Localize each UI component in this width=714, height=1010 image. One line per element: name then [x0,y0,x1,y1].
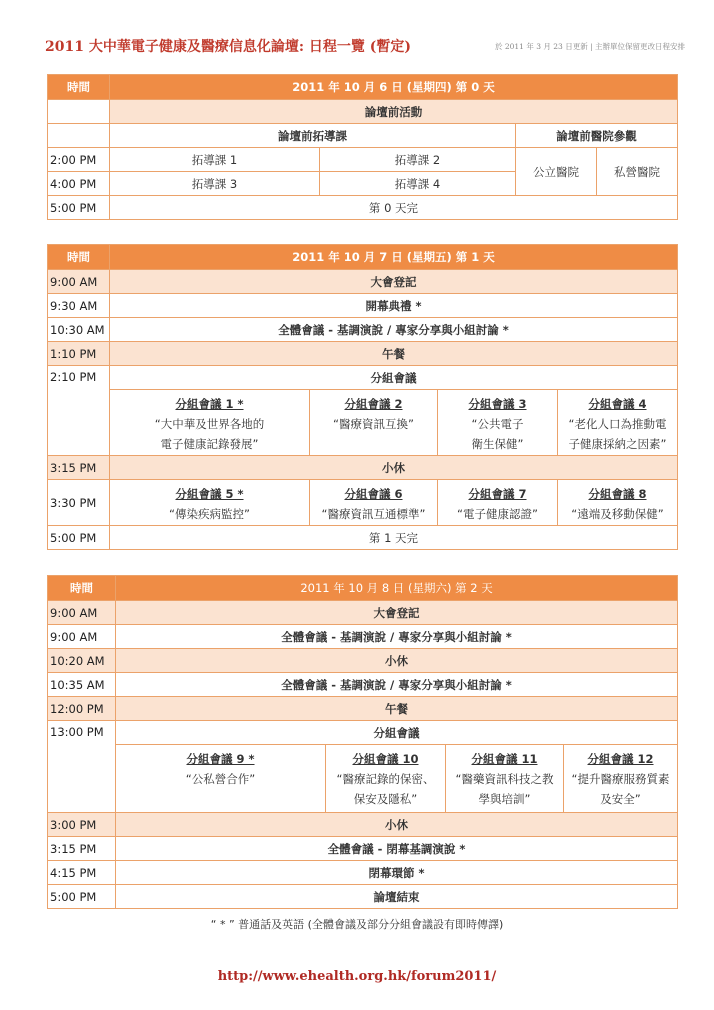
tour-cell: 拓導課 4 [320,172,516,196]
agenda-cell: 小休 [110,456,678,480]
session-topic: “醫藥資訊科技之教 [455,772,554,786]
agenda-cell: 小休 [116,649,678,673]
session-topic: “提升醫療服務質素 [571,772,670,786]
breakout-session [310,480,438,526]
private-hospital-cell: 私營醫院 [597,148,678,196]
table-row [48,885,678,909]
hospital-visit-label: 論壇前醫院參觀 [516,124,678,148]
breakout-session [326,745,446,813]
time-cell: 10:30 AM [48,318,110,342]
tour-label: 論壇前拓導課 [110,124,516,148]
session-title: 分組會議 8 [588,487,647,501]
pre-event-label: 論壇前活動 [110,100,678,124]
agenda-cell: 論壇結束 [116,885,678,909]
update-note: 於 2011 年 3 月 23 日更新 | 主辦單位保留更改日程安排 [494,42,685,51]
breakout-session [110,390,310,456]
session-title: 分組會議 3 [468,397,527,411]
agenda-cell: 全體會議 - 基調演說 / 專家分享與小組討論 * [116,625,678,649]
day1-table [47,244,678,550]
table-row [48,100,678,124]
forum-url-link[interactable]: http://www.ehealth.org.hk/forum2011/ [217,969,497,984]
time-cell: 3:00 PM [48,813,116,837]
day2-title: 2011 年 10 月 8 日 (星期六) 第 2 天 [116,576,678,601]
session-topic: “電子健康認證” [457,507,538,521]
session-topic: “老化人口為推動電 [568,417,667,431]
time-cell: 2:00 PM [48,148,110,172]
session-topic: 保安及隱私” [353,792,418,806]
breakout-session [558,480,678,526]
tour-cell: 拓導課 3 [110,172,320,196]
breakout-session [438,390,558,456]
table-row [48,366,678,390]
time-cell: 9:00 AM [48,270,110,294]
table-row [48,526,678,550]
time-cell: 3:30 PM [48,480,110,526]
session-topic: 子健康採納之因素” [568,437,667,451]
table-row [48,148,678,172]
session-topic: “公共電子 [471,417,524,431]
time-cell: 3:15 PM [48,837,116,861]
time-cell: 5:00 PM [48,885,116,909]
table-row [48,390,678,456]
time-cell: 9:30 AM [48,294,110,318]
time-cell: 5:00 PM [48,526,110,550]
day0-title: 2011 年 10 月 6 日 (星期四) 第 0 天 [110,75,678,100]
day2-table [47,575,678,909]
day-end-cell: 第 1 天完 [110,526,678,550]
session-topic: “大中華及世界各地的 [154,417,265,431]
day0-header-row [48,75,678,100]
agenda-cell: 分組會議 [110,366,678,390]
table-row [48,813,678,837]
time-cell: 13:00 PM [48,721,116,813]
table-row [48,124,678,148]
breakout-session [110,480,310,526]
session-title: 分組會議 1 * [175,397,244,411]
session-title: 分組會議 5 * [175,487,244,501]
session-topic: “傳染疾病監控” [169,507,250,521]
agenda-cell: 大會登記 [110,270,678,294]
session-title: 分組會議 10 [352,752,419,766]
session-title: 分組會議 11 [471,752,538,766]
agenda-cell: 開幕典禮 * [110,294,678,318]
public-hospital-cell: 公立醫院 [516,148,597,196]
table-row [48,861,678,885]
table-row [48,270,678,294]
breakout-session [564,745,678,813]
tour-cell: 拓導課 2 [320,148,516,172]
agenda-cell: 全體會議 - 基調演說 / 專家分享與小組討論 * [110,318,678,342]
session-title: 分組會議 9 * [186,752,255,766]
breakout-session [558,390,678,456]
breakout-session [116,745,326,813]
time-header: 時間 [48,245,110,270]
session-title: 分組會議 7 [468,487,527,501]
agenda-cell: 全體會議 - 閉幕基調演說 * [116,837,678,861]
time-cell: 4:00 PM [48,172,110,196]
day-end-cell: 第 0 天完 [110,196,678,220]
time-cell: 3:15 PM [48,456,110,480]
interpretation-footnote: “ * ” 普通話及英語 (全體會議及部分分組會議設有即時傳譯) [210,918,504,931]
session-title: 分組會議 12 [587,752,654,766]
day0-table [47,74,678,220]
time-cell: 9:00 AM [48,625,116,649]
session-topic: 及安全” [600,792,641,806]
tour-cell: 拓導課 1 [110,148,320,172]
time-cell: 5:00 PM [48,196,110,220]
time-header: 時間 [48,75,110,100]
session-topic: “遠端及移動保健” [571,507,664,521]
table-row [48,480,678,526]
session-topic: 電子健康記錄發展” [160,437,259,451]
table-row [48,697,678,721]
page-header [45,36,685,56]
table-row [48,318,678,342]
time-cell: 1:10 PM [48,342,110,366]
time-cell: 10:20 AM [48,649,116,673]
page-title: 2011 大中華電子健康及醫療信息化論壇: 日程一覽 (暫定) [45,39,412,55]
agenda-cell: 分組會議 [116,721,678,745]
agenda-cell: 大會登記 [116,601,678,625]
table-row [48,456,678,480]
time-cell: 12:00 PM [48,697,116,721]
time-cell: 2:10 PM [48,366,110,456]
table-row [48,294,678,318]
session-topic: 學與培訓” [478,792,531,806]
table-row [48,837,678,861]
session-topic: “公私營合作” [185,772,256,786]
breakout-session [446,745,564,813]
table-row [48,601,678,625]
agenda-cell: 全體會議 - 基調演說 / 專家分享與小組討論 * [116,673,678,697]
agenda-cell: 午餐 [116,697,678,721]
session-topic: 衛生保健” [471,437,524,451]
day1-header-row [48,245,678,270]
breakout-session [310,390,438,456]
table-row [48,196,678,220]
time-cell: 10:35 AM [48,673,116,697]
session-title: 分組會議 6 [344,487,403,501]
table-row [48,721,678,745]
table-row [48,745,678,813]
session-title: 分組會議 2 [344,397,403,411]
agenda-cell: 小休 [116,813,678,837]
session-topic: “醫療記錄的保密、 [336,772,435,786]
table-row [48,673,678,697]
time-header: 時間 [48,576,116,601]
time-cell: 9:00 AM [48,601,116,625]
day2-header-row [48,576,678,601]
session-title: 分組會議 4 [588,397,647,411]
time-cell: 4:15 PM [48,861,116,885]
breakout-session [438,480,558,526]
session-topic: “醫療資訊互換” [333,417,414,431]
table-row [48,625,678,649]
table-row [48,649,678,673]
agenda-cell: 午餐 [110,342,678,366]
table-row [48,342,678,366]
agenda-cell: 閉幕環節 * [116,861,678,885]
day1-title: 2011 年 10 月 7 日 (星期五) 第 1 天 [110,245,678,270]
session-topic: “醫療資訊互通標準” [321,507,426,521]
